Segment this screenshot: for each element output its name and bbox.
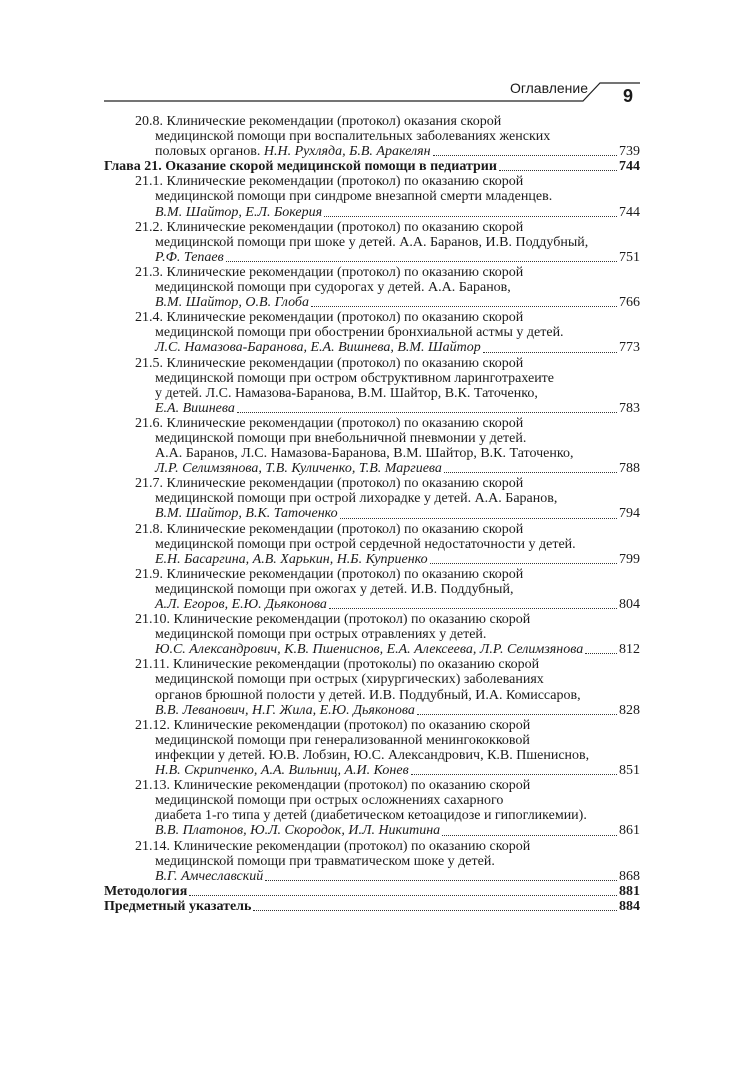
dot-leader xyxy=(237,412,617,413)
entry-heading: 21.13. Клинические рекомендации (протокол) по оказанию скорой xyxy=(135,778,531,794)
entry-heading: 21.7. Клинические рекомендации (протокол) по оказанию скорой xyxy=(135,476,524,492)
page-ref: 861 xyxy=(619,823,640,839)
entry-last-line xyxy=(135,250,640,265)
entry-last-line xyxy=(135,552,640,567)
dot-leader xyxy=(189,895,617,896)
dot-leader xyxy=(444,472,617,473)
entry-heading: 21.3. Клинические рекомендации (протокол) по оказанию скорой xyxy=(135,264,524,280)
entry-text-line: медицинской помощи при острых осложнениях сахарного xyxy=(155,793,504,809)
dot-leader xyxy=(442,835,617,836)
entry-heading: 21.10. Клинические рекомендации (протокол) по оказанию скорой xyxy=(135,612,531,628)
table-of-contents xyxy=(104,114,640,914)
entry-authors: Е.А. Вишнева xyxy=(155,400,235,416)
dot-leader xyxy=(433,155,617,156)
toc-entry[interactable] xyxy=(135,522,640,567)
entry-heading: 20.8. Клинические рекомендации (протокол) оказания скорой xyxy=(135,114,502,129)
page-ref: 828 xyxy=(619,702,640,718)
header-title: Оглавление xyxy=(509,80,588,96)
entry-last-line xyxy=(135,642,640,657)
toc-top-level-row[interactable] xyxy=(104,884,640,899)
dot-leader xyxy=(585,653,617,654)
running-header xyxy=(0,0,756,112)
entry-heading: 21.14. Клинические рекомендации (протокол) по оказанию скорой xyxy=(135,838,531,854)
toc-entry[interactable] xyxy=(135,174,640,219)
entry-last-line xyxy=(135,703,640,718)
page-ref: 868 xyxy=(619,868,640,884)
dot-leader xyxy=(253,910,617,911)
toc-entry[interactable] xyxy=(135,839,640,884)
toc-entry[interactable] xyxy=(135,657,640,717)
entry-last-line xyxy=(135,506,640,521)
toc-entry[interactable] xyxy=(135,612,640,657)
entry-authors: Л.Р. Селимзянова, Т.В. Куличенко, Т.В. Маргиева xyxy=(155,461,442,477)
dot-leader xyxy=(483,352,617,353)
dot-leader xyxy=(411,774,617,775)
page-ref: 851 xyxy=(619,763,640,779)
entry-authors: В.В. Платонов, Ю.Л. Скородок, И.Л. Никитина xyxy=(155,823,441,839)
entry-text-line: медицинской помощи при синдроме внезапной смерти младенцев. xyxy=(155,189,553,205)
toc-entry[interactable] xyxy=(135,476,640,521)
page-ref: 744 xyxy=(619,159,640,175)
entry-last-line xyxy=(135,144,640,159)
chapter-title: Глава 21. Оказание скорой медицинской помощи в педиатрии xyxy=(104,159,497,175)
page-ref: 884 xyxy=(619,898,640,914)
toc-entry[interactable] xyxy=(135,265,640,310)
toc-entry[interactable] xyxy=(135,220,640,265)
entry-last-line xyxy=(135,401,640,416)
entry-authors: В.М. Шайтор, Е.Л. Бокерия xyxy=(155,204,323,220)
entry-last-line xyxy=(135,823,640,838)
toc-entry[interactable] xyxy=(135,567,640,612)
entry-last-line xyxy=(135,461,640,476)
toc-chapter-row[interactable] xyxy=(104,159,640,174)
page-ref: 773 xyxy=(619,340,640,356)
dot-leader xyxy=(340,518,617,519)
entry-last-line xyxy=(135,763,640,778)
entry-authors: В.М. Шайтор, В.К. Таточенко xyxy=(155,506,338,522)
entry-last-line xyxy=(135,869,640,884)
entry-authors: Ю.С. Александрович, К.В. Пшениснов, Е.А. Алексеева, Л.Р. Селимзянова xyxy=(155,642,584,658)
entry-heading: 21.2. Клинические рекомендации (протокол) по оказанию скорой xyxy=(135,219,524,235)
dot-leader xyxy=(311,306,617,307)
entry-authors: Н.В. Скрипченко, А.А. Вильниц, А.И. Конев xyxy=(155,763,409,779)
entry-heading: 21.1. Клинические рекомендации (протокол) по оказанию скорой xyxy=(135,174,524,190)
entry-heading: 21.5. Клинические рекомендации (протокол) по оказанию скорой xyxy=(135,355,524,371)
entry-authors: Р.Ф. Тепаев xyxy=(155,249,224,265)
entry-heading: 21.9. Клинические рекомендации (протокол) по оказанию скорой xyxy=(135,566,524,582)
entry-text-line: медицинской помощи при шоке у детей. А.А. Баранов, И.В. Поддубный, xyxy=(155,234,589,250)
entry-last-line xyxy=(135,340,640,355)
toc-entry[interactable] xyxy=(135,778,640,838)
entry-authors: В.В. Леванович, Н.Г. Жила, Е.Ю. Дьяконова xyxy=(155,702,415,718)
page-ref: 783 xyxy=(619,400,640,416)
entry-text-line: инфекции у детей. Ю.В. Лобзин, Ю.С. Александрович, К.В. Пшениснов, xyxy=(155,747,590,763)
entry-heading: 21.12. Клинические рекомендации (протокол) по оказанию скорой xyxy=(135,717,531,733)
dot-leader xyxy=(226,261,617,262)
page-ref: 812 xyxy=(619,642,640,658)
toc-entry[interactable] xyxy=(135,114,640,159)
section-title: Методология xyxy=(104,883,188,899)
toc-entry[interactable] xyxy=(135,416,640,476)
page-ref: 881 xyxy=(619,883,640,899)
entry-authors: Е.Н. Басаргина, А.В. Харькин, Н.Б. Куприенко xyxy=(155,551,428,567)
entry-text-line: медицинской помощи при острых отравлениях у детей. xyxy=(155,627,487,643)
entry-text-line: диабета 1-го типа у детей (диабетическом кетоацидозе и гипогликемии). xyxy=(155,808,587,824)
page-ref: 766 xyxy=(619,295,640,311)
entry-text-line: медицинской помощи при судорогах у детей. А.А. Баранов, xyxy=(155,280,511,296)
entry-text-line: А.А. Баранов, Л.С. Намазова-Баранова, В.М. Шайтор, В.К. Таточенко, xyxy=(155,446,574,462)
entry-text-line: медицинской помощи при обострении бронхиальной астмы у детей. xyxy=(155,325,564,341)
entry-text-tail: половых органов. xyxy=(155,144,264,160)
entry-authors: В.Г. Амчеславский xyxy=(155,868,264,884)
dot-leader xyxy=(329,608,617,609)
toc-entry[interactable] xyxy=(135,718,640,778)
dot-leader xyxy=(265,880,617,881)
entry-heading: 21.6. Клинические рекомендации (протокол) по оказанию скорой xyxy=(135,415,524,431)
dot-leader xyxy=(324,216,617,217)
entry-authors: Л.С. Намазова-Баранова, Е.А. Вишнева, В.М. Шайтор xyxy=(155,340,481,356)
page-ref: 788 xyxy=(619,461,640,477)
entry-heading: 21.4. Клинические рекомендации (протокол) по оказанию скорой xyxy=(135,310,524,326)
entry-heading: 21.8. Клинические рекомендации (протокол) по оказанию скорой xyxy=(135,521,524,537)
toc-entry[interactable] xyxy=(135,310,640,355)
entry-text-line: медицинской помощи при острой лихорадке у детей. А.А. Баранов, xyxy=(155,491,558,507)
dot-leader xyxy=(430,563,617,564)
toc-top-level-row[interactable] xyxy=(104,899,640,914)
entry-last-line xyxy=(135,597,640,612)
entry-text-line: медицинской помощи при генерализованной менингококковой xyxy=(155,732,530,748)
page-ref: 751 xyxy=(619,249,640,265)
entry-authors: А.Л. Егоров, Е.Ю. Дьяконова xyxy=(155,597,327,612)
page-ref: 794 xyxy=(619,506,640,522)
entry-text-line: органов брюшной полости у детей. И.В. Поддубный, И.А. Комиссаров, xyxy=(155,687,581,703)
entry-authors: Н.Н. Рухляда, Б.В. Аракелян xyxy=(263,144,431,160)
dot-leader xyxy=(499,170,617,171)
entry-text-line: у детей. Л.С. Намазова-Баранова, В.М. Шайтор, В.К. Таточенко, xyxy=(155,385,538,401)
entry-text-line: медицинской помощи при остром обструктивном ларинготрахеите xyxy=(155,370,555,386)
entry-text-line: медицинской помощи при острых (хирургических) заболеваниях xyxy=(155,672,544,688)
section-title: Предметный указатель xyxy=(104,898,252,914)
page-number: 9 xyxy=(623,86,634,106)
entry-text-line: медицинской помощи при травматическом шоке у детей. xyxy=(155,853,495,869)
entry-last-line xyxy=(135,205,640,220)
entry-last-line xyxy=(135,295,640,310)
entry-authors: В.М. Шайтор, О.В. Глоба xyxy=(155,295,309,311)
entry-heading: 21.11. Клинические рекомендации (протоколы) по оказанию скорой xyxy=(135,657,540,673)
page-ref: 744 xyxy=(619,204,640,220)
page-ref: 739 xyxy=(619,144,640,160)
page-ref: 799 xyxy=(619,551,640,567)
entry-text-line: медицинской помощи при острой сердечной недостаточности у детей. xyxy=(155,536,576,552)
header-rule xyxy=(0,0,756,112)
entry-text-line: медицинской помощи при воспалительных заболеваниях женских xyxy=(155,129,551,145)
toc-entry[interactable] xyxy=(135,356,640,416)
dot-leader xyxy=(417,714,617,715)
page-ref: 804 xyxy=(619,597,640,612)
entry-text-line: медицинской помощи при ожогах у детей. И.В. Поддубный, xyxy=(155,581,514,597)
entry-text-line: медицинской помощи при внебольничной пневмонии у детей. xyxy=(155,430,527,446)
